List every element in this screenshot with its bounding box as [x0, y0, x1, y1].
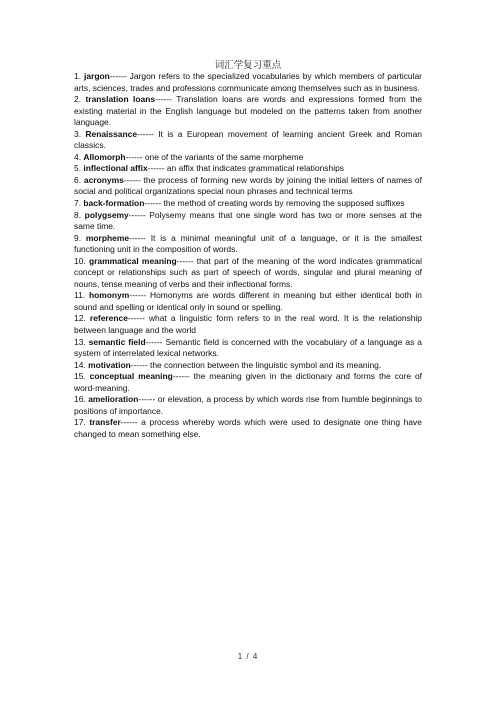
entry-separator: ------	[138, 394, 156, 405]
entry-separator: ------	[130, 359, 148, 370]
entry-separator: ------	[125, 151, 143, 162]
entry-definition: the meaning given in the dictionary and forms the core of word-meaning.	[74, 371, 422, 393]
entry-separator: ------	[172, 371, 190, 382]
entry-term: motivation	[88, 359, 131, 370]
entry-separator: ------	[109, 71, 127, 81]
entry-definition: Polysemy means that one single word has two or more senses at the same time.	[74, 209, 422, 232]
glossary-entry	[74, 210, 422, 233]
entry-number: 13.	[74, 336, 86, 347]
entry-definition: the process of forming new words by joining the initial letters of names of social and political organizations special noun phrases and technical terms	[74, 174, 422, 197]
glossary-entry	[74, 337, 422, 360]
entry-number: 5.	[74, 163, 82, 174]
entry-definition: a process whereby words which were used to designate one thing have changed to mean something else.	[74, 417, 422, 439]
entry-number: 14.	[74, 359, 86, 370]
entry-definition: the connection between the linguistic symbol and its meaning.	[149, 359, 382, 370]
glossary-entry	[74, 94, 422, 129]
entry-number: 17.	[74, 417, 86, 428]
entry-definition: the method of creating words by removing the supposed suffixes	[163, 198, 405, 209]
entry-term: reference	[89, 313, 128, 324]
entry-term: inflectional affix	[83, 163, 148, 174]
entry-separator: ------	[147, 163, 165, 174]
entry-number: 3.	[74, 128, 82, 139]
entry-separator: ------	[176, 255, 194, 266]
entry-separator: ------	[144, 198, 162, 209]
glossary-entry	[74, 313, 422, 336]
page-indicator: 1 / 4	[237, 652, 259, 661]
entry-term: acronyms	[83, 174, 124, 185]
entry-number: 6.	[74, 174, 82, 185]
entry-separator: ------	[129, 232, 146, 243]
glossary-entry	[74, 417, 422, 440]
entry-term: morpheme	[85, 232, 130, 243]
entry-term: semantic field	[88, 336, 146, 347]
entry-number: 8.	[74, 209, 82, 220]
entry-term: transfer	[89, 417, 121, 428]
entry-separator: ------	[120, 417, 138, 428]
entry-definition: an affix that indicates grammatical relationships	[166, 163, 344, 174]
entry-definition: It is a minimal meaningful unit of a language, or it is the smallest functioning unit in the composition of words.	[74, 232, 422, 255]
glossary-entry	[74, 163, 422, 175]
glossary-list	[74, 71, 422, 441]
entry-separator: ------	[155, 94, 172, 105]
entry-separator: ------	[127, 313, 145, 324]
entry-separator: ------	[137, 128, 154, 139]
entry-definition: one of the variants of the same morpheme	[144, 151, 304, 162]
document-title: 词汇学复习重点	[214, 60, 282, 71]
entry-definition: It is a European movement of learning ancient Greek and Roman classics.	[74, 128, 422, 151]
entry-separator: ------	[123, 174, 141, 185]
entry-definition: what a linguistic form refers to in the real word. It is the relationship between language and the world	[74, 313, 422, 336]
entry-term: jargon	[84, 71, 110, 81]
entry-definition: Translation loans are words and expressions formed from the existing material in the English language but modeled on the patterns taken from another language.	[74, 94, 422, 128]
entry-definition: or elevation, a process by which words rise from humble beginnings to positions of importance.	[74, 394, 422, 416]
entry-number: 11.	[74, 290, 86, 301]
glossary-entry	[74, 360, 422, 372]
entry-number: 7.	[74, 198, 82, 209]
glossary-entry	[74, 371, 422, 394]
entry-number: 2.	[74, 94, 82, 105]
entry-definition: Semantic field is concerned with the vocabulary of a language as a system of interrelated lexical networks.	[74, 336, 422, 359]
glossary-entry	[74, 198, 422, 210]
entry-number: 9.	[74, 232, 82, 243]
glossary-entry	[74, 71, 422, 94]
glossary-entry	[74, 256, 422, 291]
entry-term: grammatical meaning	[88, 255, 177, 266]
entry-term: conceptual meaning	[89, 371, 173, 382]
entry-definition: Homonyms are words different in meaning but either identical both in sound and spelling or identical only in sound or spelling.	[74, 290, 422, 312]
entry-term: homonym	[88, 290, 130, 301]
entry-number: 4.	[74, 151, 82, 162]
entry-term: polygsemy	[84, 209, 129, 220]
entry-number: 16.	[74, 394, 86, 405]
entry-term: Allomorph	[83, 151, 126, 162]
entry-separator: ------	[145, 336, 163, 347]
entry-term: back-formation	[83, 198, 145, 209]
glossary-entry	[74, 152, 422, 164]
entry-term: Renaissance	[85, 128, 138, 139]
glossary-entry	[74, 290, 422, 313]
glossary-entry	[74, 175, 422, 198]
glossary-entry	[74, 129, 422, 152]
entry-number: 12.	[74, 313, 86, 324]
entry-separator: ------	[129, 290, 147, 301]
glossary-entry	[74, 233, 422, 256]
entry-number: 1.	[74, 71, 82, 81]
entry-definition: that part of the meaning of the word indicates grammatical concept or relationships such as part of speech of words, singular and plural meaning of nouns, tense meaning of verbs and their inflectional forms.	[74, 255, 422, 289]
entry-term: translation loans	[85, 94, 156, 105]
entry-definition: Jargon refers to the specialized vocabularies by which members of particular arts, sciences, trades and professions communicate among themselves such as in business.	[74, 71, 422, 93]
glossary-entry	[74, 394, 422, 417]
entry-number: 15.	[74, 371, 86, 382]
entry-separator: ------	[128, 209, 146, 220]
entry-number: 10.	[74, 255, 86, 266]
entry-term: amelioration	[88, 394, 139, 405]
